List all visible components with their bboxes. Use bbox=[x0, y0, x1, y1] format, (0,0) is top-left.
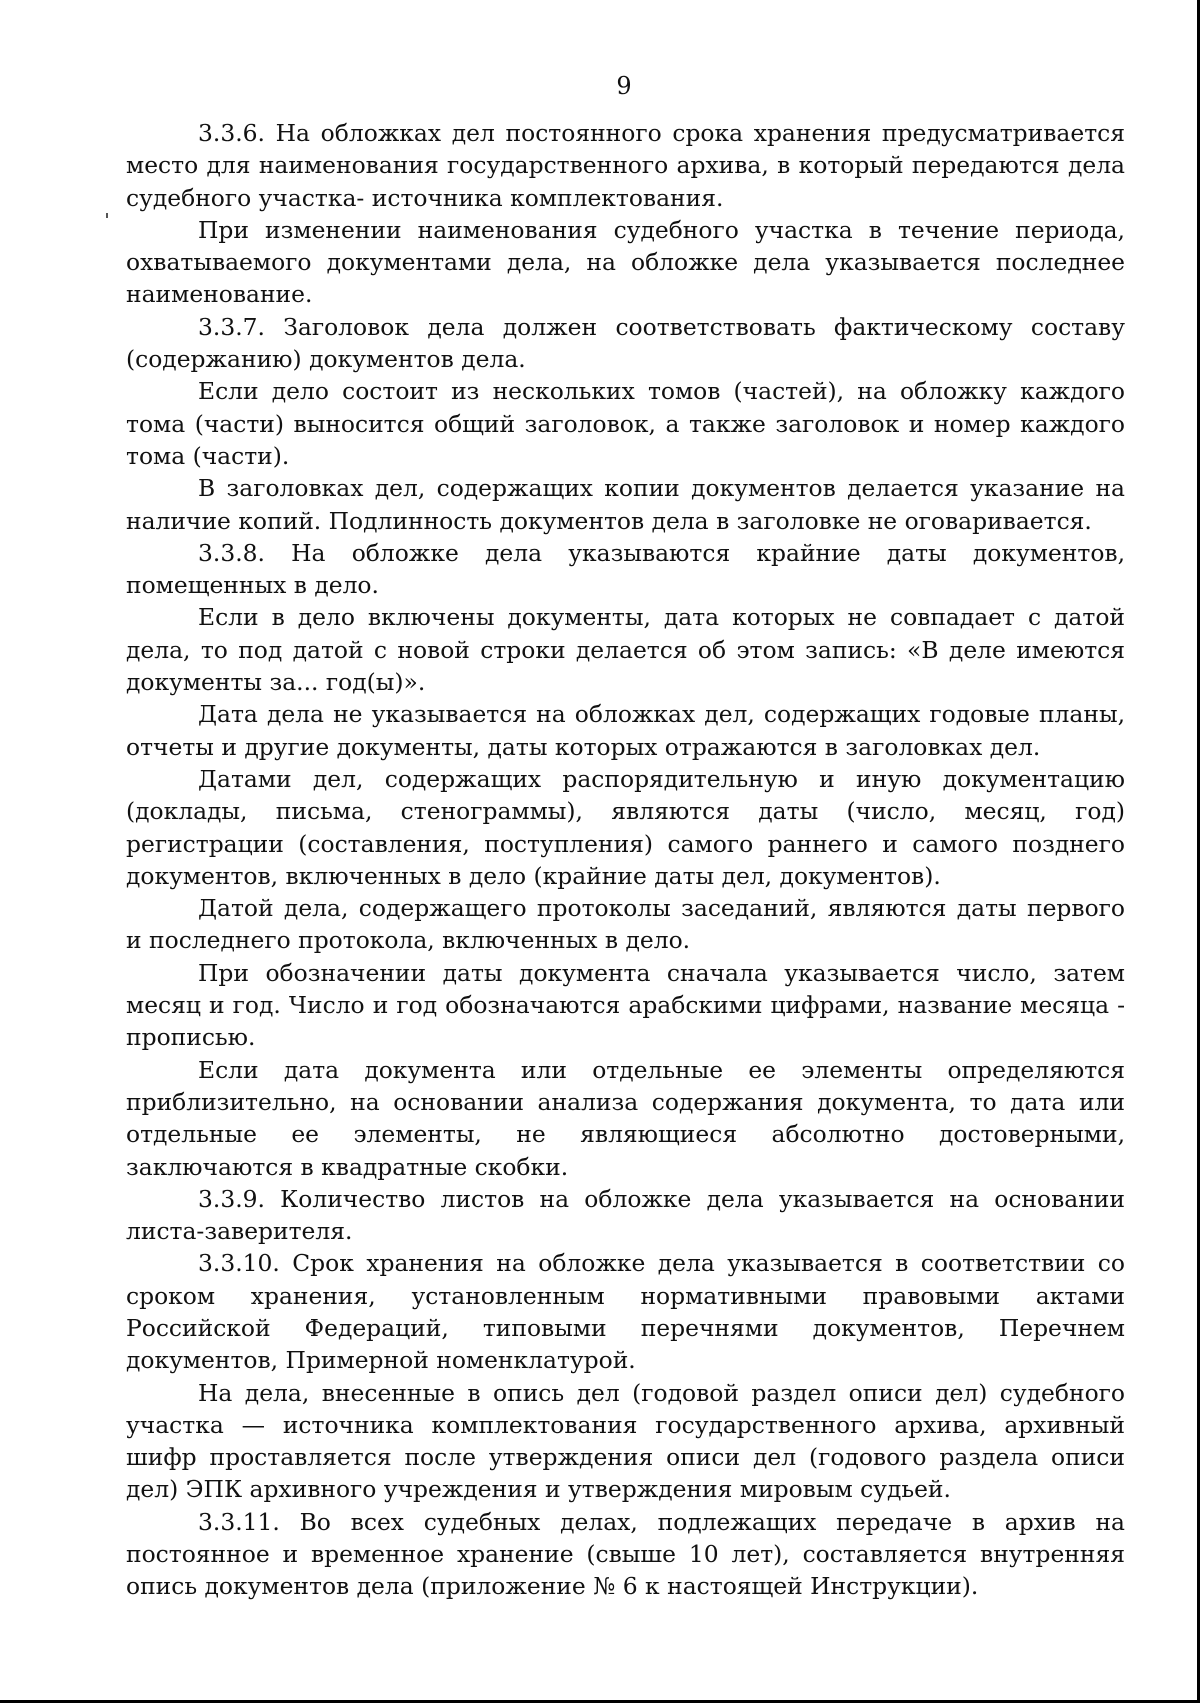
page-number: 9 bbox=[616, 72, 632, 100]
paragraph-3-3-9: 3.3.9. Количество листов на обложке дела указывается на основании листа-заверителя. bbox=[126, 1184, 1125, 1246]
paragraph: Если дата документа или отдельные ее элементы определяются приблизительно, на основании анализа содержания документа, то дата или отдельные ее элементы, не являющиеся абсолютно достоверными, заключаются в квадратные скобки. bbox=[126, 1055, 1125, 1181]
paragraph-3-3-6: 3.3.6. На обложках дел постоянного срока хранения предусматривается место для наименования государственного архива, в который передаются дела судебного участка- источника комплектования. bbox=[126, 119, 1125, 212]
document-body bbox=[126, 117, 1125, 1603]
paragraph: Если в дело включены документы, дата которых не совпадает с датой дела, то под датой с новой строки делается об этом запись: «В деле имеются документы за... год(ы)». bbox=[126, 603, 1125, 697]
paragraph-3-3-8: 3.3.8. На обложке дела указываются крайние даты документов, помещенных в дело. bbox=[126, 538, 1125, 600]
paragraph: В заголовках дел, содержащих копии документов делается указание на наличие копий. Подлинность документов дела в заголовке не оговаривается. bbox=[126, 474, 1125, 535]
paragraph: Датами дел, содержащих распорядительную и иную документацию (доклады, письма, стенограммы), являются даты (число, месяц, год) регистрации (составления, поступления) самого раннего и самого позднего документов, включенных в дело (крайние даты дел, документов). bbox=[126, 764, 1125, 890]
paragraph: При обозначении даты документа сначала указывается число, затем месяц и год. Число и год обозначаются арабскими цифрами, название месяца - прописью. bbox=[126, 958, 1125, 1052]
paragraph: Если дело состоит из нескольких томов (частей), на обложку каждого тома (части) выносится общий заголовок, а также заголовок и номер каждого тома (части). bbox=[126, 377, 1125, 470]
paragraph-3-3-7: 3.3.7. Заголовок дела должен соответствовать фактическому составу (содержанию) документов дела. bbox=[126, 312, 1125, 374]
paragraph: Дата дела не указывается на обложках дел, содержащих годовые планы, отчеты и другие документы, даты которых отражаются в заголовках дел. bbox=[126, 700, 1125, 761]
paragraph-3-3-10: 3.3.10. Срок хранения на обложке дела указывается в соответствии со сроком хранения, установленным нормативными правовыми актами Российской Федераций, типовыми перечнями документов, Перечнем документов, Примерной номенклатурой. bbox=[126, 1249, 1125, 1375]
paragraph-3-3-11: 3.3.11. Во всех судебных делах, подлежащих передаче в архив на постоянное и временное хранение (свыше 10 лет), составляется внутренняя опись документов дела (приложение № 6 к настоящей Инструкции). bbox=[126, 1507, 1125, 1601]
paragraph: На дела, внесенные в опись дел (годовой раздел описи дел) судебного участка — источника комплектования государственного архива, архивный шифр проставляется после утверждения описи дел (годового раздела описи дел) ЭПК архивного учреждения и утверждения мировым судьей. bbox=[126, 1378, 1125, 1504]
scan-artifact-mark bbox=[106, 213, 108, 218]
paragraph: Датой дела, содержащего протоколы заседаний, являются даты первого и последнего протокола, включенных в дело. bbox=[126, 894, 1125, 955]
paragraph: При изменении наименования судебного участка в течение периода, охватываемого документами дела, на обложке дела указывается последнее наименование. bbox=[126, 215, 1125, 309]
